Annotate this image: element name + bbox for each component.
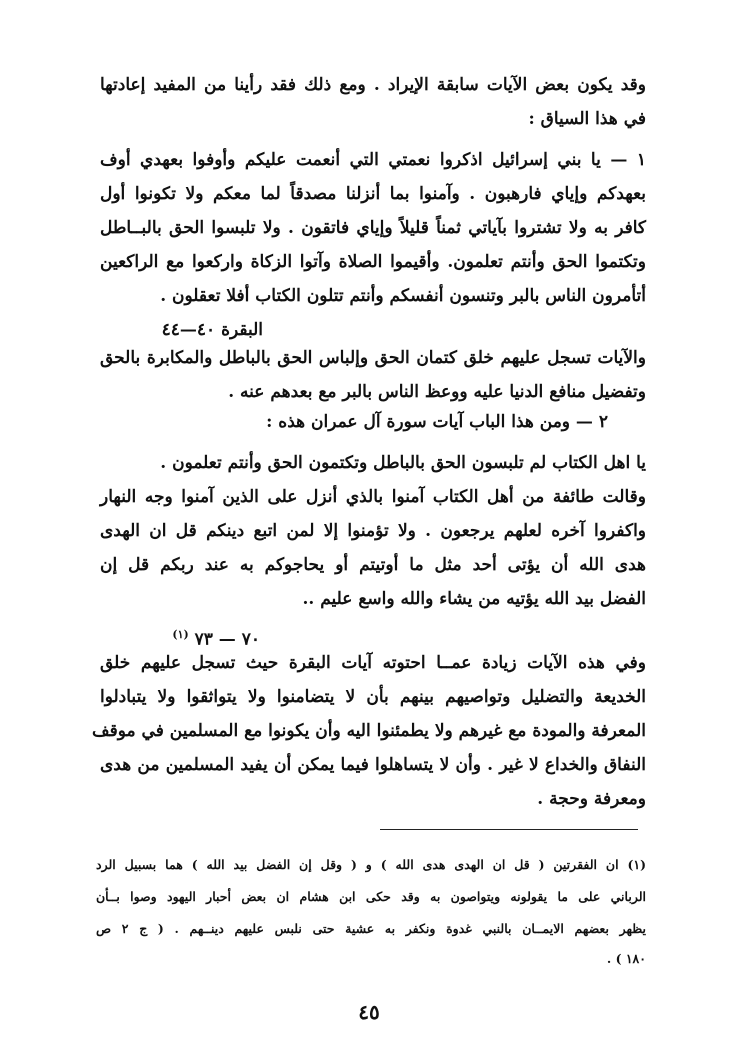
quote2-reference-numbers: ٧٠ — ٧٣ [194, 629, 260, 650]
footnote-marker: (١) [172, 628, 189, 641]
intro-line: في هذا السياق : [528, 109, 646, 129]
quote1-line: ١ — يا بني إسرائيل اذكروا نعمتي التي أنعمت عليكم وأوفوا بعهدي أوف [100, 150, 646, 170]
quote2-line: هدى الله أن يؤتى أحد مثل ما أوتيتم أو يحاجوكم به عند ربكم قل إن [100, 555, 646, 575]
quote2-line: واكفروا آخره لعلهم يرجعون . ولا تؤمنوا إلا لمن اتبع دينكم قل ان الهدى [100, 521, 646, 541]
commentary2-line: الخديعة والتضليل وتواصيهم بينهم بأن لا يتضامنوا ولا يتواثقوا ولا يتبادلوا [100, 687, 646, 707]
quote1-line: أتأمرون الناس بالبر وتنسون أنفسكم وأنتم تتلون الكتاب أفلا تعقلون . [160, 286, 646, 306]
quote1-line: بعهدكم وإياي فارهبون . وآمنوا بما أنزلنا مصدقاً لما معكم ولا تكونوا أول [100, 184, 646, 204]
commentary2-line: المعرفة والمودة مع غيرهم ولا يطمئنوا اليه وأن يكونوا مع المسلمين في موقف [92, 721, 646, 741]
commentary1-line: والآيات تسجل عليهم خلق كتمان الحق وإلباس الحق بالباطل والمكابرة بالحق [100, 348, 646, 368]
quote1-line: كافر به ولا تشتروا بآياتي ثمناً قليلاً وإياي فاتقون . ولا تلبسوا الحق بالبــاطل [100, 218, 646, 238]
page-number: ٤٥ [358, 1000, 380, 1024]
intro-line: وقد يكون بعض الآيات سابقة الإيراد . ومع ذلك فقد رأينا من المفيد إعادتها [100, 75, 646, 95]
quote2-line: يا اهل الكتاب لم تلبسون الحق بالباطل وتكتمون الحق وأنتم تعلمون . [160, 453, 646, 473]
footnote-line: ١٨٠ ) . [606, 951, 646, 966]
footnote-line: يظهر بعضهم الايمــان بالنبي غدوة ونكفر به عشية حتى نلبس عليهم دينــهم . ( ج ٢ ص [96, 921, 646, 936]
commentary2-line: وفي هذه الآيات زيادة عمــا احتوته آيات البقرة حيث تسجل عليهم خلق [100, 653, 646, 673]
footnote-divider [380, 829, 638, 830]
section2-intro: ٢ — ومن هذا الباب آيات سورة آل عمران هذه : [266, 412, 608, 432]
footnote-line: (١) ان الفقرتين ( قل ان الهدى هدى الله ) و ( وقل إن الفضل بيد الله ) هما بسبيل الرد [96, 857, 646, 872]
quote2-line: وقالت طائفة من أهل الكتاب آمنوا بالذي أنزل على الذين آمنوا وجه النهار [100, 487, 646, 507]
quote1-line: وتكتموا الحق وأنتم تعلمون. وأقيموا الصلاة وآتوا الزكاة واركعوا مع الراكعين [100, 252, 646, 272]
commentary2-line: ومعرفة وحجة . [537, 789, 646, 809]
quote2-line: الفضل بيد الله يؤتيه من يشاء والله واسع عليم .. [302, 589, 646, 609]
quote1-reference: البقرة ٤٠—٤٤ [161, 320, 263, 340]
commentary1-line: وتفضيل منافع الدنيا عليه ووعظ الناس بالبر مع بعدهم عنه . [228, 382, 646, 402]
commentary2-line: النفاق والخداع لا غير . وأن لا يتساهلوا فيما يمكن أن يفيد المسلمين من هدى [100, 755, 646, 775]
footnote-line: الرباني على ما يقولونه ويتواصون به وقد حكى ابن هشام ان بعض أحبار اليهود وصوا بــأن [96, 889, 646, 904]
